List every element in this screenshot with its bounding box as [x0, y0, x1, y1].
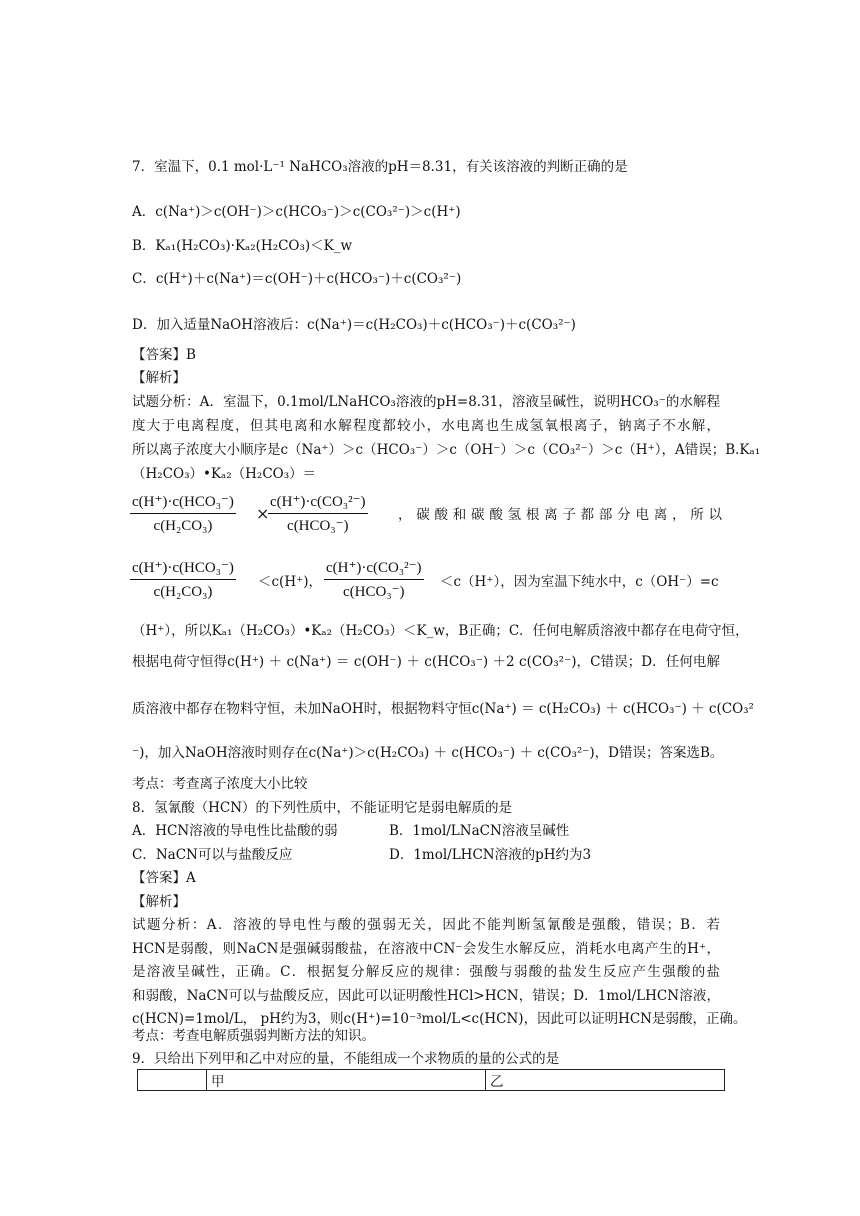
fraction-denominator: c(H₂CO₃) — [153, 584, 213, 600]
q7-analysis-line: 质溶液中都存在物料守恒，未加NaOH时，根据物料守恒c(Na⁺) ＝ c(H₂CO₃) ＋ c(HCO₃⁻) ＋ c(CO₃² — [132, 701, 754, 717]
q7-analysis-line: （H⁺），所以Kₐ₁（H₂CO₃）•Kₐ₂（H₂CO₃）＜K_w，B正确；C．任何电解质溶液中都存在电荷守恒， — [132, 623, 749, 639]
q7-analysis-line: ＜c（H⁺），因为室温下纯水中，c（OH⁻）=c — [440, 574, 719, 590]
q8-analysis-line: 试题分析：A．溶液的导电性与酸的强弱无关，因此不能判断氢氰酸是强酸，错误；B．若 — [132, 917, 720, 933]
q7-answer: 【答案】B — [132, 347, 196, 363]
q7-analysis-title: 【解析】 — [132, 370, 186, 386]
fraction-denominator: c(HCO₃⁻) — [287, 518, 349, 534]
q7-analysis-line: ，碳酸和碳酸氢根离子都部分电离，所以 — [398, 507, 722, 523]
q7-less-than: ＜c(H⁺)， — [258, 574, 322, 590]
ka2-fraction — [324, 558, 424, 602]
q8-answer: 【答案】A — [132, 870, 196, 886]
ka1-fraction — [130, 492, 236, 536]
q7-analysis-line: 根据电荷守恒得c(H⁺) ＋ c(Na⁺) ＝ c(OH⁻) ＋ c(HCO₃⁻) ＋2 c(CO₃²⁻)，C错误；D．任何电解 — [132, 654, 720, 670]
q8-analysis-line: 是溶液呈碱性，正确。C．根据复分解反应的规律：强酸与弱酸的盐发生反应产生强酸的盐 — [132, 964, 720, 980]
q7-analysis-line: 度大于电离程度，但其电离和水解程度都较小，水电离也生成氢氧根离子，钠离子不水解， — [132, 418, 720, 434]
fraction-numerator: c(H⁺)·c(HCO₃⁻) — [130, 492, 236, 514]
q7-analysis-line: 试题分析：A．室温下，0.1mol/LNaHCO₃溶液的pH=8.31，溶液呈碱性，说明HCO₃⁻的水解程 — [132, 394, 720, 410]
q9-stem: 9．只给出下列甲和乙中对应的量，不能组成一个求物质的量的公式的是 — [132, 1051, 560, 1067]
q8-analysis-title: 【解析】 — [132, 894, 186, 910]
q7-option-b: B．Kₐ₁(H₂CO₃)·Kₐ₂(H₂CO₃)＜K_w — [132, 238, 353, 254]
q9-table — [137, 1069, 725, 1091]
q7-analysis-line: 所以离子浓度大小顺序是c（Na⁺）＞c（HCO₃⁻）＞c（OH⁻）＞c（CO₃²⁻）＞c（H⁺），A错误；B.Kₐ₁ — [132, 442, 761, 458]
q8-option-a: A．HCN溶液的导电性比盐酸的弱 — [132, 823, 338, 839]
q7-point: 考点：考查离子浓度大小比较 — [132, 776, 308, 792]
fraction-numerator: c(H⁺)·c(HCO₃⁻) — [130, 558, 236, 580]
q8-option-c: C．NaCN可以与盐酸反应 — [132, 847, 293, 863]
fraction-denominator: c(H₂CO₃) — [153, 518, 213, 534]
q8-analysis-line: c(HCN)=1mol/L， pH约为3，则c(H⁺)=10⁻³mol/L<c(HCN)，因此可以证明HCN是弱酸，正确。 — [132, 1011, 747, 1027]
table-cell-empty — [138, 1070, 207, 1091]
table-header-yi: 乙 — [486, 1070, 725, 1091]
q7-analysis-line: （H₂CO₃）•Kₐ₂（H₂CO₃）＝ — [132, 466, 317, 482]
q7-stem: 7．室温下，0.1 mol·L⁻¹ NaHCO₃溶液的pH＝8.31，有关该溶液的判断正确的是 — [132, 159, 628, 175]
q8-option-b: B．1mol/LNaCN溶液呈碱性 — [389, 823, 570, 839]
table-row — [138, 1070, 725, 1091]
ka1-fraction — [130, 558, 236, 602]
q7-analysis-line: ⁻)，加入NaOH溶液时则存在c(Na⁺)＞c(H₂CO₃) ＋ c(HCO₃⁻) ＋ c(CO₃²⁻)，D错误；答案选B。 — [132, 745, 724, 761]
multiply-sign: × — [256, 504, 270, 523]
q8-analysis-line: HCN是弱酸，则NaCN是强碱弱酸盐，在溶液中CN⁻会发生水解反应，消耗水电离产生的H⁺， — [132, 941, 720, 957]
q8-point: 考点：考查电解质强弱判断方法的知识。 — [132, 1028, 375, 1044]
q8-stem: 8．氢氰酸（HCN）的下列性质中，不能证明它是弱电解质的是 — [132, 800, 513, 816]
fraction-numerator: c(H⁺)·c(CO₃²⁻) — [268, 492, 368, 514]
q8-option-d: D．1mol/LHCN溶液的pH约为3 — [389, 847, 592, 863]
q8-analysis-line: 和弱酸，NaCN可以与盐酸反应，因此可以证明酸性HCl>HCN，错误；D．1mol/LHCN溶液， — [132, 988, 720, 1004]
ka2-fraction — [268, 492, 368, 536]
q7-option-a: A．c(Na⁺)＞c(OH⁻)＞c(HCO₃⁻)＞c(CO₃²⁻)＞c(H⁺) — [132, 204, 461, 220]
q7-option-c: C．c(H⁺)＋c(Na⁺)＝c(OH⁻)＋c(HCO₃⁻)＋c(CO₃²⁻) — [132, 271, 462, 287]
table-header-jia: 甲 — [207, 1070, 486, 1091]
fraction-numerator: c(H⁺)·c(CO₃²⁻) — [324, 558, 424, 580]
fraction-denominator: c(HCO₃⁻) — [343, 584, 405, 600]
q7-option-d: D．加入适量NaOH溶液后：c(Na⁺)＝c(H₂CO₃)＋c(HCO₃⁻)＋c(CO₃²⁻) — [132, 317, 576, 333]
